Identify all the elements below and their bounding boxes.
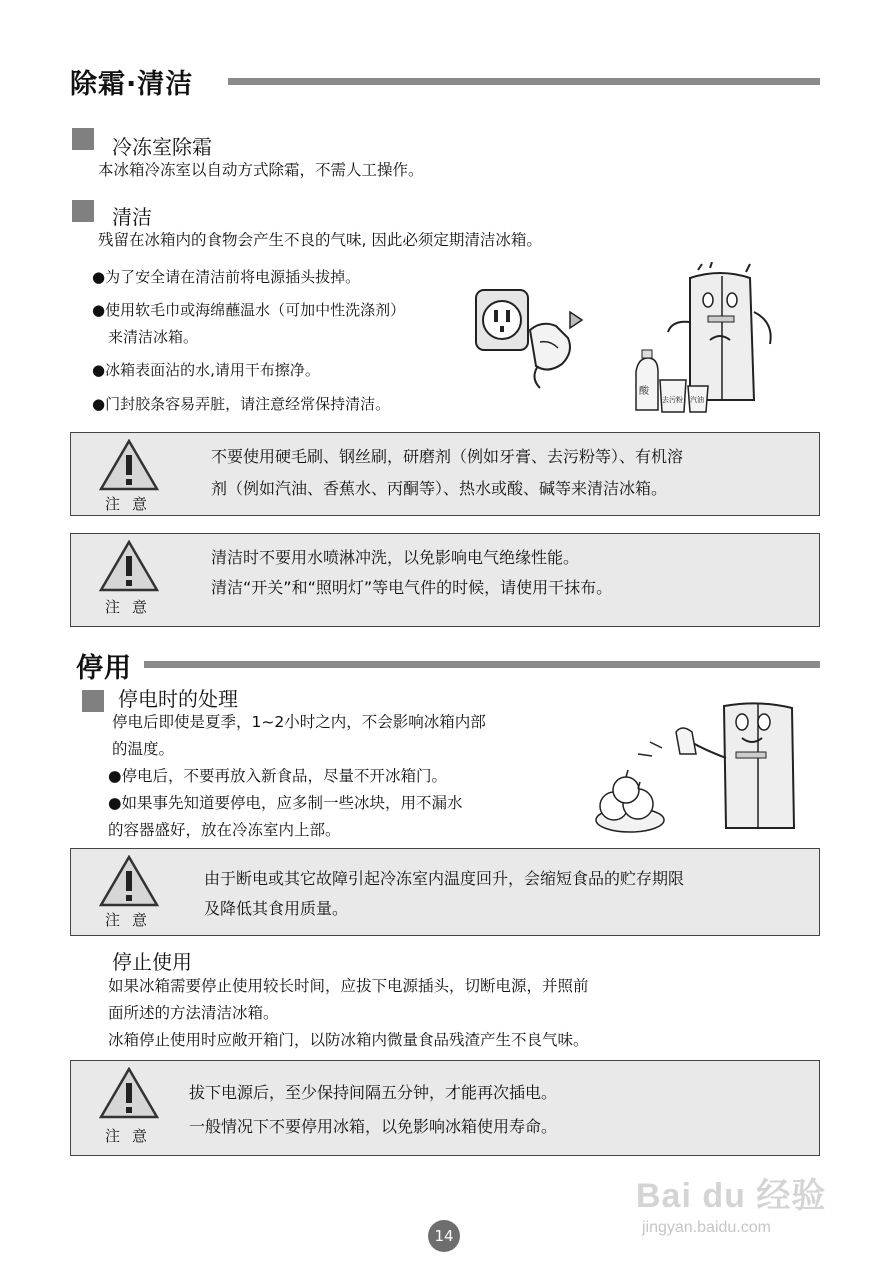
defrost-text: 本冰箱冷冻室以自动方式除霜，不需人工操作。	[98, 161, 424, 179]
stop-text: 如果冰箱需要停止使用较长时间，应拔下电源插头，切断电源，并照前	[108, 977, 589, 995]
outage-text: ●如果事先知道要停电，应多制一些冰块，用不漏水	[108, 794, 463, 812]
bottle-label: 汽油	[690, 396, 704, 404]
heading-stop-use: 停止使用	[112, 950, 192, 974]
outage-text: 的温度。	[112, 740, 175, 758]
warning-label: 注意	[105, 495, 160, 513]
outage-text: 的容器盛好，放在冷冻室内上部。	[108, 821, 341, 839]
clean-bullet: ●使用软毛巾或海绵蘸温水（可加中性洗涤剂）	[92, 301, 406, 319]
warning-text-line: 不要使用硬毛刷、钢丝刷，研磨剂（例如牙膏、去污粉等）、有机溶	[211, 447, 684, 466]
warning-text-line: 由于断电或其它故障引起冷冻室内温度回升，会缩短食品的贮存期限	[204, 869, 685, 888]
clean-bullet-continued: 来清洁冰箱。	[108, 328, 199, 346]
page-number: 14	[428, 1220, 460, 1252]
warning-box	[70, 432, 820, 516]
title-rule	[144, 661, 820, 668]
warning-label: 注意	[105, 598, 160, 616]
warning-box	[70, 848, 820, 936]
outage-text: 停电后即使是夏季，1~2小时之内，不会影响冰箱内部	[112, 713, 486, 731]
clean-bullet: ●门封胶条容易弄脏，请注意经常保持清洁。	[92, 395, 391, 413]
warning-box	[70, 533, 820, 627]
section-title-defrost-clean: 除霜·清洁	[70, 69, 194, 100]
clean-bullet: ●为了安全请在清洁前将电源插头拔掉。	[92, 268, 361, 286]
outage-text: ●停电后，不要再放入新食品，尽量不开冰箱门。	[108, 767, 448, 785]
bottle-label: 酸	[639, 386, 649, 397]
watermark-url: jingyan.baidu.com	[642, 1219, 771, 1236]
title-rule	[228, 78, 820, 85]
warning-label: 注意	[105, 911, 160, 929]
heading-freezer-defrost: 冷冻室除霜	[112, 135, 212, 159]
heading-clean: 清洁	[112, 205, 152, 229]
warning-text-line: 一般情况下不要停用冰箱，以免影响冰箱使用寿命。	[189, 1117, 558, 1136]
warning-triangle-icon	[99, 439, 159, 491]
stop-text: 冰箱停止使用时应敞开箱门，以防冰箱内微量食品残渣产生不良气味。	[108, 1031, 589, 1049]
bottle-label: 去污粉	[662, 396, 683, 404]
clean-bullet: ●冰箱表面沾的水,请用干布擦净。	[92, 361, 320, 379]
warning-triangle-icon	[99, 855, 159, 907]
stop-text: 面所述的方法清洁冰箱。	[108, 1004, 279, 1022]
warning-text-line: 剂（例如汽油、香蕉水、丙酮等）、热水或酸、碱等来清洁冰箱。	[211, 479, 668, 498]
fridge-fruit-illustration	[592, 698, 802, 840]
heading-power-outage: 停电时的处理	[118, 687, 238, 711]
warning-text-line: 清洁“开关”和“照明灯”等电气件的时候，请使用干抹布。	[211, 578, 613, 597]
baidu-jingyan-watermark	[636, 1168, 846, 1248]
warning-text-line: 及降低其食用质量。	[204, 899, 349, 918]
warning-label: 注意	[105, 1127, 160, 1145]
unplug-illustration	[470, 282, 600, 392]
warning-triangle-icon	[99, 540, 159, 592]
clean-intro: 残留在冰箱内的食物会产生不良的气味, 因此必须定期清洁冰箱。	[98, 231, 542, 249]
heading-square-icon	[72, 200, 94, 222]
warning-text-line: 清洁时不要用水喷淋冲洗，以免影响电气绝缘性能。	[211, 548, 580, 567]
heading-square-icon	[72, 128, 94, 150]
fridge-cleaning-illustration	[628, 262, 798, 422]
heading-square-icon	[82, 690, 104, 712]
watermark-brand: Bai du 经验	[636, 1177, 827, 1215]
warning-text-line: 拔下电源后，至少保持间隔五分钟，才能再次插电。	[189, 1083, 558, 1102]
warning-box	[70, 1060, 820, 1156]
warning-triangle-icon	[99, 1067, 159, 1119]
section-title-stop-use: 停用	[76, 653, 132, 684]
